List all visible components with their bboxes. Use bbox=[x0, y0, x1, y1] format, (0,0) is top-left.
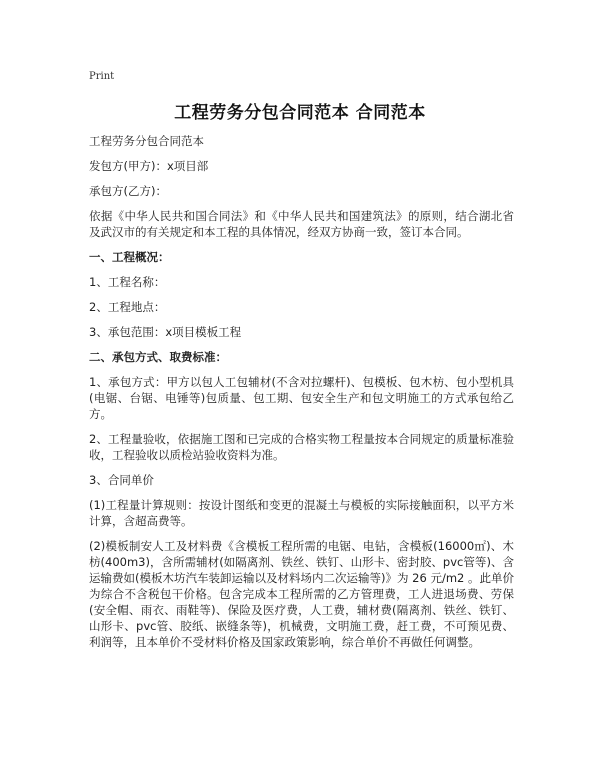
contract-scope-item: 3、承包范围：x项目模板工程 bbox=[89, 325, 242, 339]
party-a: 发包方(甲方)：x项目部 bbox=[89, 159, 209, 173]
preamble-paragraph: 依据《中华人民共和国合同法》和《中华人民共和国建筑法》的原则，结合湖北省及武汉市的有关规定和本工程的具体情况，经双方协商一致，签订本合同。 bbox=[89, 209, 514, 239]
section-heading-contract-method: 二、承包方式、取费标准： bbox=[89, 350, 227, 364]
section-heading-project-overview: 一、工程概况： bbox=[89, 250, 170, 264]
project-name-item: 1、工程名称： bbox=[89, 275, 166, 289]
doc-subtitle: 工程劳务分包合同范本 bbox=[89, 134, 204, 148]
quantity-acceptance-paragraph: 2、工程量验收，依据施工图和已完成的合格实物工程量按本合同规定的质量标准验收，工程验收以质检站验收资料为准。 bbox=[89, 432, 514, 462]
contract-method-paragraph: 1、承包方式：甲方以包人工包辅材(不含对拉螺杆)、包模板、包木枋、包小型机具(电锯、台锯、电锤等)包质量、包工期、包安全生产和包文明施工的方式承包给乙方。 bbox=[89, 375, 514, 421]
unit-price-heading: 3、合同单价 bbox=[89, 473, 154, 487]
party-b: 承包方(乙方)： bbox=[89, 184, 167, 198]
print-label: Print bbox=[89, 71, 115, 82]
document-body bbox=[89, 133, 514, 659]
document-title: 工程劳务分包合同范本 合同范本 bbox=[174, 103, 426, 123]
material-cost-paragraph: (2)模板制安人工及材料费《含模板工程所需的电锯、电钻，含模板(16000㎡)、木枋(400m3)，含所需辅材(如隔离剂、铁丝、铁钉、山形卡、密封胶、pvc管等)、含运输费如(模板木坊汽车装卸运输以及材料场内二次运输等)》为 26 元/m2 。此单价为综合不含税包干价格。包含完成本工程所需的乙方管理费，工人进退场费、劳保(安全帽、雨衣、雨鞋等)、保险及医疗费，人工费，辅材费(隔离剂、铁丝、铁钉、山形卡、pvc管、胶纸、嵌缝条等)，机械费，文明施工费，赶工费，不可预见费、利润等，且本单价不受材料价格及国家政策影响，综合单价不再做任何调整。 bbox=[89, 539, 514, 649]
calculation-rules-paragraph: (1)工程量计算规则：按设计图纸和变更的混凝土与模板的实际接触面积，以平方米计算，含超高费等。 bbox=[89, 498, 514, 528]
project-location-item: 2、工程地点： bbox=[89, 300, 166, 314]
